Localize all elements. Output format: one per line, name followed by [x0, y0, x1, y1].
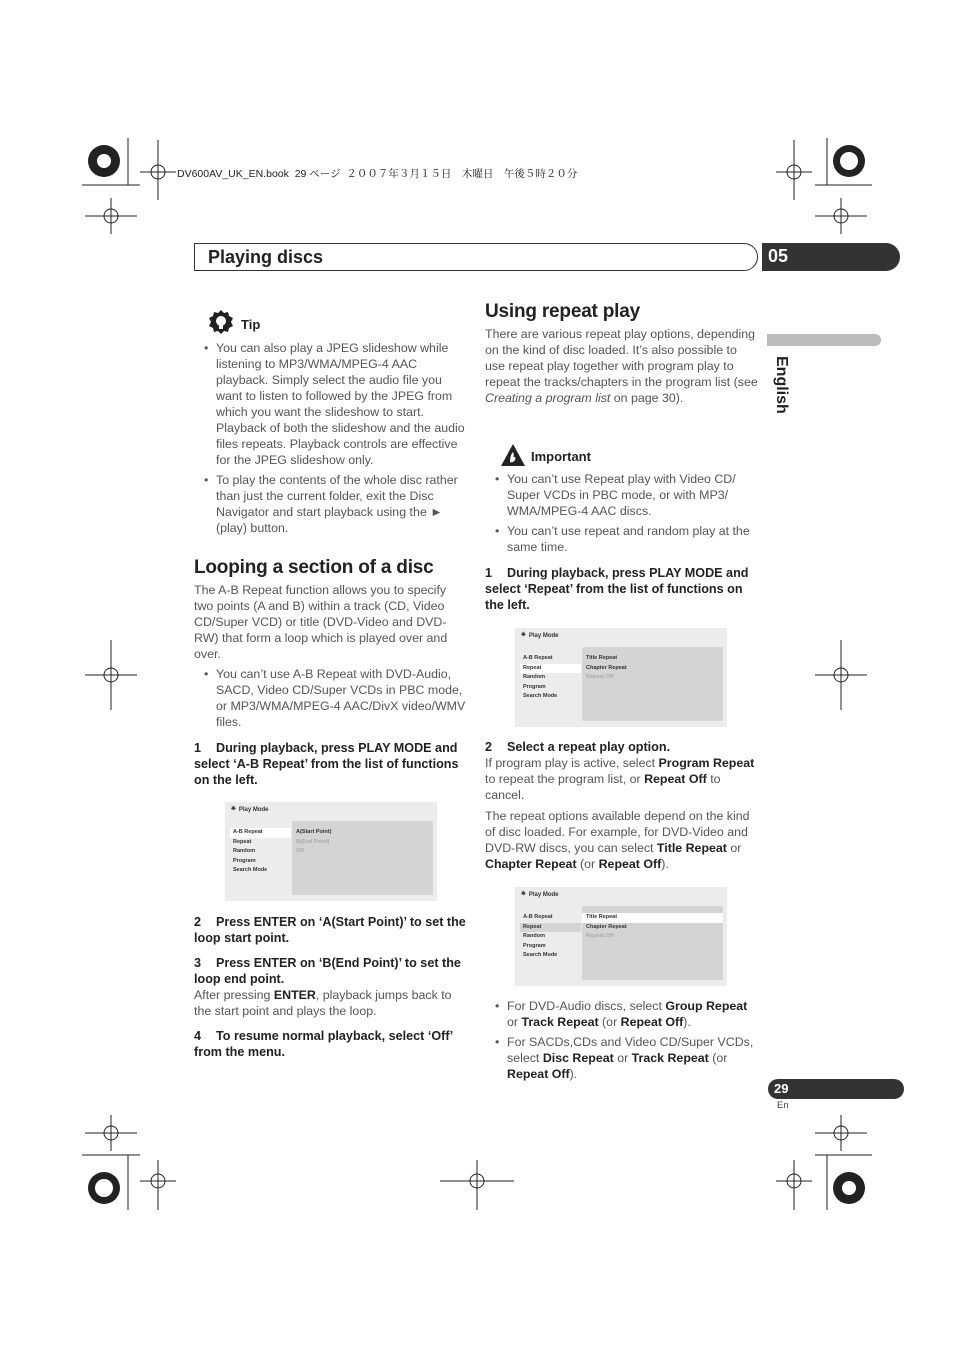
looping-step-3-note: [194, 987, 468, 1019]
menu-item: Random: [233, 848, 255, 855]
step-number: 1: [194, 741, 202, 755]
screen-options-panel: [582, 906, 723, 980]
disc-icon: ⎈: [521, 891, 526, 897]
looping-notes: [194, 666, 468, 734]
text-run: If program play is active, select: [485, 756, 659, 770]
screen-menu: [520, 913, 581, 961]
page-language: En: [777, 1100, 789, 1111]
option-item: Title Repeat: [586, 655, 618, 661]
text-run: The repeat options available depend on the kind of disc loaded. For example, for DVD-Video and DVD-RW discs, you can select: [485, 809, 750, 855]
step-number: 1: [485, 566, 493, 580]
menu-item: Search Mode: [523, 952, 558, 959]
option-item: Chapter Repeat: [586, 923, 627, 930]
repeat-heading: Using repeat play: [485, 301, 640, 322]
option-item: Repeat Off: [586, 674, 614, 681]
bold-text: Chapter Repeat: [485, 857, 577, 871]
text-run: ).: [683, 1015, 691, 1029]
bullet-item: [485, 471, 759, 519]
option-item: B(End Point): [296, 838, 330, 845]
menu-item: Repeat: [520, 664, 581, 674]
bold-text: Track Repeat: [521, 1015, 599, 1029]
option-item: Repeat Off: [586, 933, 614, 940]
menu-item: Random: [523, 933, 545, 940]
text-run: on page 30).: [610, 391, 684, 405]
text-run: ).: [661, 857, 669, 871]
bold-text: Program Repeat: [658, 756, 755, 770]
step-number: 4: [194, 1029, 202, 1043]
repeat-step-2-p1: [485, 755, 759, 803]
option-item: Chapter Repeat: [586, 664, 627, 671]
text-run: or: [507, 1015, 522, 1029]
step-text: During playback, press PLAY MODE and select ‘Repeat’ from the list of functions on the left.: [485, 566, 749, 612]
side-tab-bar: [767, 334, 881, 346]
chapter-number-badge: [762, 243, 900, 271]
step-number: 2: [194, 915, 202, 929]
bold-text: Group Repeat: [665, 999, 748, 1013]
text-run: After pressing: [194, 988, 274, 1002]
option-item: Title Repeat: [582, 913, 723, 923]
menu-item: A-B Repeat: [523, 914, 553, 920]
text-run: There are various repeat play options, depending on the kind of disc loaded. It’s also possible to use repeat play together with program play to repeat the tracks/chapters in the program list (see: [485, 327, 758, 389]
menu-item: Program: [523, 942, 546, 949]
repeat-intro: [485, 326, 759, 406]
important-label: Important: [531, 449, 591, 464]
bold-text: Title Repeat: [656, 841, 727, 855]
repeat-disc-notes: [485, 998, 759, 1086]
chapter-title: Playing discs: [208, 247, 324, 267]
bold-text: Disc Repeat: [542, 1051, 614, 1065]
repeat-step-1: [485, 565, 759, 613]
text-run: You can’t use Repeat play with Video CD/ Super VCDs in PBC mode, or with MP3/ WMA/MPEG-4 AAC discs.: [507, 472, 736, 518]
side-tab-language: English: [773, 356, 790, 414]
disc-icon: ⎈: [521, 632, 526, 638]
step-text: Select a repeat play option.: [507, 740, 671, 754]
bold-text: Repeat Off: [598, 857, 662, 871]
bullet-item: [194, 666, 468, 730]
text-run: To play the contents of the whole disc rather than just the current folder, exit the Disc Navigator and start playback using the ► (play) button.: [216, 473, 458, 535]
play-mode-screen-repeat: [515, 628, 727, 727]
screen-menu: [520, 654, 581, 702]
text-run: You can also play a JPEG slideshow while listening to MP3/WMA/MPEG-4 AAC playback. Simply select the audio file you want to listen to followed by the JPEG from which you want the slideshow to start. Playback of both the slideshow and the audio files repeats. Playback controls are effective for the JPEG slideshow only.: [216, 341, 465, 467]
looping-intro: The A-B Repeat function allows you to specify two points (A and B) within a track (CD, Video CD/Super VCD) or title (DVD-Video and DVD-RW) that form a loop which is played over and over.: [194, 583, 448, 661]
play-mode-screen-repeat-title: [515, 887, 727, 986]
text-run: (or: [708, 1051, 728, 1065]
step-text: Press ENTER on ‘B(End Point)’ to set the loop end point.: [194, 956, 461, 986]
important-warning-icon: [500, 443, 526, 467]
looping-step-1: [194, 740, 468, 788]
screen-options-panel: [292, 821, 433, 895]
step-text: To resume normal playback, select ‘Off’ from the menu.: [194, 1029, 453, 1059]
italic-text: Creating a program list: [485, 391, 611, 405]
screen-title: [521, 632, 559, 639]
screen-menu: [230, 828, 291, 876]
menu-item: Program: [233, 857, 256, 864]
chapter-number: 05: [768, 246, 789, 266]
looping-step-3: [194, 955, 468, 987]
step-number: 2: [485, 740, 493, 754]
looping-step-4: [194, 1028, 468, 1060]
bullet-item: [485, 523, 759, 555]
bullet-item: [194, 472, 468, 536]
bold-text: Repeat Off: [507, 1067, 570, 1081]
repeat-step-2: [485, 739, 759, 755]
screen-title-text: Play Mode: [528, 632, 559, 639]
option-item: A(Start Point): [296, 829, 332, 835]
screen-title: [521, 891, 559, 898]
text-run: , playback jumps back to the start point and plays the loop.: [194, 988, 452, 1018]
bold-text: Repeat Off: [644, 772, 707, 786]
bullet-item: [194, 340, 468, 468]
text-run: or: [726, 841, 742, 855]
menu-item: A-B Repeat: [523, 655, 553, 661]
menu-item: Search Mode: [523, 693, 558, 700]
menu-item: Random: [523, 674, 545, 681]
menu-item: Program: [523, 683, 546, 690]
menu-item: Repeat: [520, 923, 581, 933]
bullet-item: [485, 1034, 759, 1082]
play-mode-screen-ab: [225, 802, 437, 901]
chapter-title-bar: [194, 243, 758, 271]
step-number: 3: [194, 956, 202, 970]
screen-title: [231, 806, 269, 813]
tip-lightbulb-icon: [208, 309, 234, 335]
text-run: For DVD-Audio discs, select: [507, 999, 666, 1013]
text-run: For SACDs,CDs and Video CD/Super VCDs, select: [507, 1035, 754, 1065]
screen-title-text: Play Mode: [528, 891, 559, 898]
menu-item: Repeat: [233, 838, 252, 845]
bold-text: Repeat Off: [620, 1015, 684, 1029]
text-run: You can’t use A-B Repeat with DVD-Audio, SACD, Video CD/Super VCDs in PBC mode, or MP3/WMA/MPEG-4 AAC/DivX video/WMV files.: [216, 667, 466, 729]
looping-heading: Looping a section of a disc: [194, 557, 434, 578]
looping-step-2: [194, 914, 468, 946]
important-list: [485, 471, 759, 559]
bullet-item: [485, 998, 759, 1030]
step-text: Press ENTER on ‘A(Start Point)’ to set the loop start point.: [194, 915, 466, 945]
page-number-badge: [768, 1079, 904, 1099]
text-run: (or: [576, 857, 599, 871]
repeat-step-2-p2: [485, 808, 759, 872]
tip-label: Tip: [241, 317, 261, 332]
text-run: (or: [598, 1015, 621, 1029]
option-item: Off: [296, 848, 304, 855]
text-run: to repeat the program list, or: [485, 772, 645, 786]
bold-text: Track Repeat: [631, 1051, 709, 1065]
menu-item: A-B Repeat: [230, 828, 291, 838]
text-run: ).: [569, 1067, 578, 1081]
disc-icon: ⎈: [231, 806, 236, 812]
screen-options-panel: [582, 647, 723, 721]
text-run: You can’t use repeat and random play at the same time.: [507, 524, 750, 554]
text-run: or: [613, 1051, 632, 1065]
tip-list: [194, 340, 468, 540]
text-run: to cancel.: [485, 772, 721, 802]
step-text: During playback, press PLAY MODE and select ‘A-B Repeat’ from the list of functions on the left.: [194, 741, 459, 787]
menu-item: Search Mode: [233, 867, 268, 874]
print-header: DV600AV_UK_EN.book 29 ページ ２００７年３月１５日 木曜日 午後５時２０分: [177, 168, 578, 180]
bold-text: ENTER: [273, 988, 316, 1002]
page-number: 29: [774, 1081, 789, 1096]
screen-title-text: Play Mode: [238, 806, 269, 813]
